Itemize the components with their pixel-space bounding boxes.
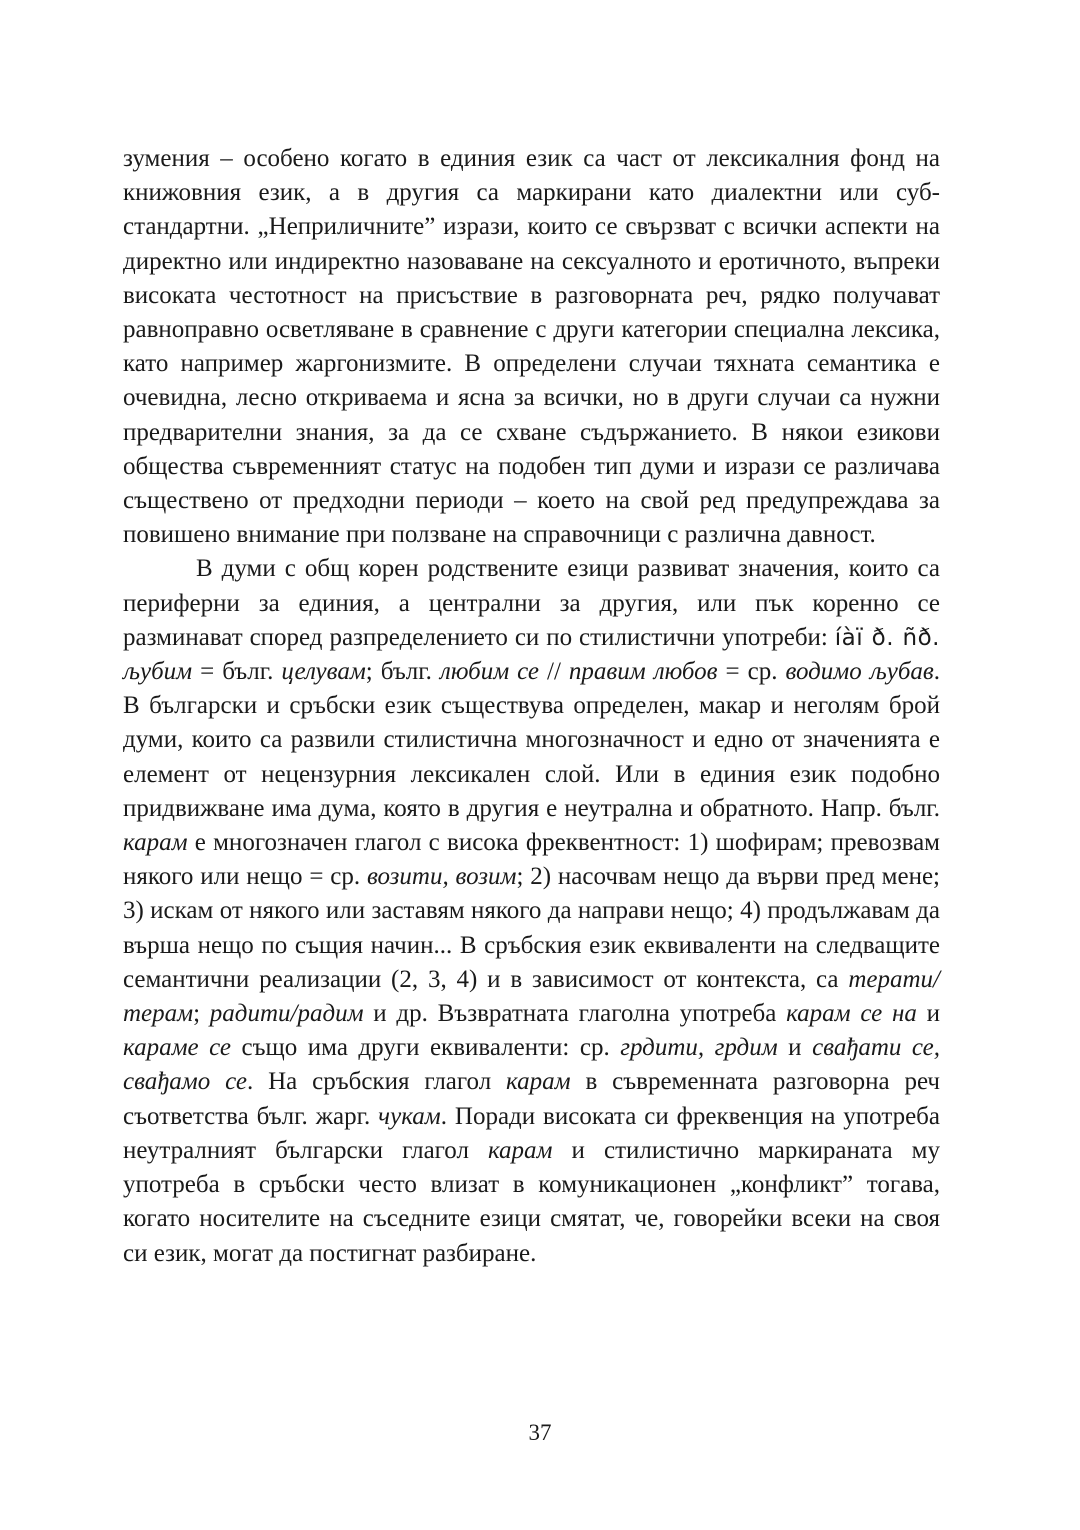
- p2-text: = бълг.: [192, 658, 282, 686]
- p2-text: ; бълг.: [365, 658, 440, 686]
- p2-italic-word: грдити, грдим: [620, 1034, 778, 1062]
- page-body: [123, 142, 940, 1271]
- p2-text: също има други еквиваленти: ср.: [231, 1034, 621, 1062]
- p2-italic-word: правим любов: [568, 658, 718, 686]
- p2-italic-word: целувам: [281, 658, 366, 686]
- p2-text: //: [539, 658, 569, 686]
- p2-text: и др. Възвратната глаголна употреба: [363, 1000, 787, 1028]
- p2-garbled-abbreviation: íàï ð. ñð.: [834, 624, 940, 651]
- p2-italic-word: карам: [123, 829, 188, 857]
- p2-text: . Поради високата си фреквенция на употреба неутралният български глагол: [123, 1102, 940, 1164]
- p2-italic-word: возити, возим: [366, 863, 517, 891]
- p2-text: в съвременната разговорна реч съответства бълг. жарг.: [123, 1068, 941, 1130]
- p2-text: и: [916, 1000, 940, 1028]
- p2-text: ;: [193, 1000, 210, 1028]
- paragraph-2: [123, 552, 940, 1270]
- p2-italic-word: карам се на: [786, 1000, 917, 1028]
- p2-italic-word: водимо љубав: [785, 658, 934, 686]
- p2-text: . На сръбския глагол: [246, 1068, 507, 1096]
- p2-italic-word: любим се: [439, 658, 540, 686]
- p2-italic-word: карам: [506, 1068, 571, 1096]
- p2-text: ; 2) насочвам нещо да върви пред мене; 3) искам от някого или заставям някого да направи нещо; 4) продължавам да върша нещо по същия начин... В сръбския език еквиваленти на следващите семантични реализации (2, 3, 4) и в зависимост от контекста, са: [123, 863, 941, 993]
- p2-text: е многозначен глагол с висока фреквентност: 1) шофирам; превозвам някого или нещо = ср.: [123, 829, 940, 891]
- p2-italic-word: терати/терам: [123, 965, 940, 1028]
- p2-italic-word: свађати се, свађамо се: [123, 1034, 941, 1096]
- paragraph-1: зумения – особено когато в единия език са част от лексикалния фонд на книжовния език, а в другия са маркирани като диалектни или субстандартни. „Неприличните” изрази, които се свързват с всички аспекти на директно или индиректно назоваване на сексуалното и еротичното, въпреки високата честотност на присъствие в разговорната реч, рядко получават равноправно осветляване в сравнение с други категории специална лексика, като например жаргонизмите. В определени случаи тяхната семантика е очевидна, лесно откриваема и ясна за всички, но в други случаи са нужни предварителни знания, за да се схване съдържанието. В някои езикови общества съвременният статус на подобен тип думи и изрази се различава съществено от предходни периоди – което на свой ред предупреждава за повишено внимание при ползване на справочници с различна давност.: [123, 145, 940, 549]
- p2-italic-word: чукам: [378, 1102, 441, 1130]
- p2-text: и стилистично маркираната му употреба в сръбски често влизат в комуникационен „конфликт” тогава, когато носителите на съседните езици смятат, че, говорейки всеки на своя си език, могат да постигнат разбиране.: [123, 1136, 940, 1267]
- page-number: 37: [528, 1420, 552, 1445]
- p2-italic-word: карам: [487, 1136, 553, 1164]
- p2-text: и: [777, 1034, 813, 1062]
- p2-text: . В български и сръбски език съществува определен, макар и неголям брой думи, които са развили стилистична многозначност и едно от значенията е елемент от нецензурния лексикален слой. Или в единия език подобно придвижване има дума, която в другия е неутрална и обратното. Напр. бълг.: [123, 658, 940, 822]
- p2-italic-word: љубим: [123, 658, 193, 686]
- p2-italic-word: караме се: [123, 1034, 231, 1062]
- p2-italic-word: радити/радим: [209, 1000, 364, 1028]
- p2-text: В думи с общ корен родствените езици развиват значения, които са периферни за единия, а централни за другия, или пък коренно се разминават според разпределението си по стилистични употреби:: [123, 555, 940, 651]
- p2-text: = ср.: [717, 658, 786, 686]
